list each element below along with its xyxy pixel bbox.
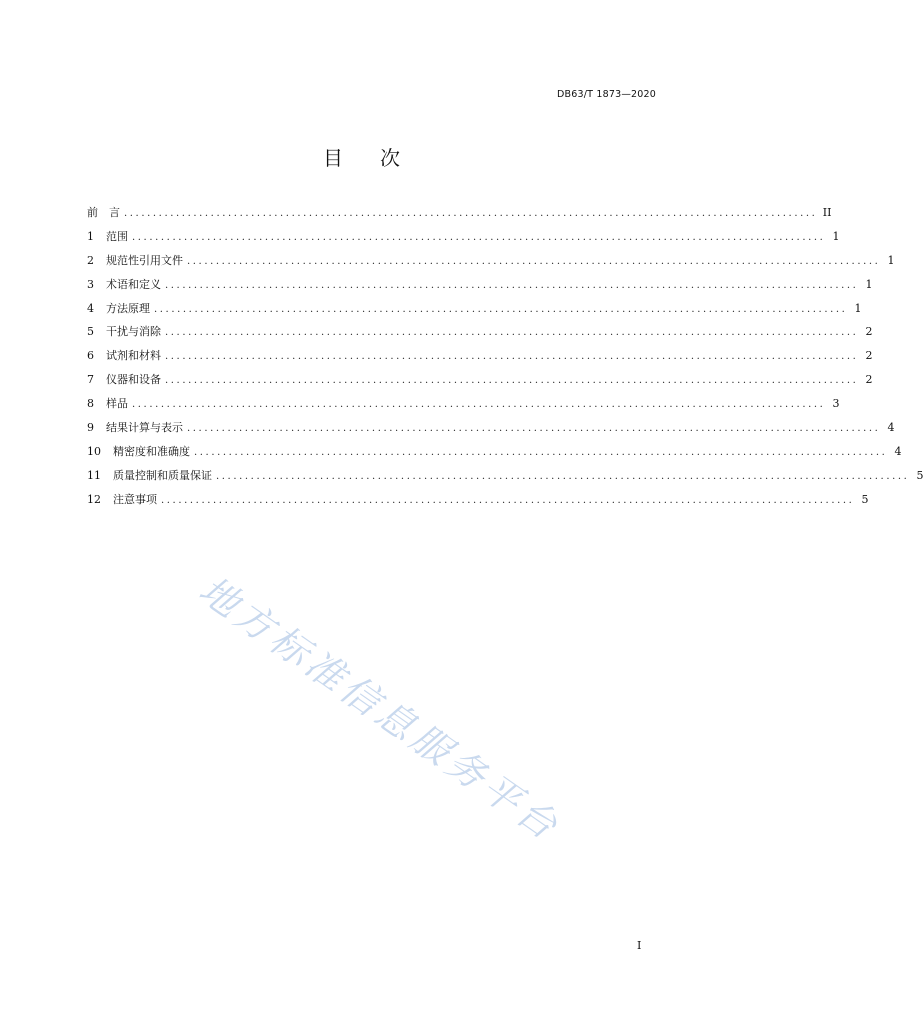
toc-entry-number: 11 bbox=[87, 468, 101, 482]
toc-entry-number: 9 bbox=[87, 421, 94, 435]
toc-leader-dots: ........................................................................................................................ bbox=[194, 446, 888, 458]
toc-entry-page: 2 bbox=[865, 349, 873, 363]
toc-leader-dots: ........................................................................................................................ bbox=[187, 423, 881, 435]
toc-entry[interactable] bbox=[87, 488, 869, 512]
toc-entry[interactable] bbox=[87, 249, 895, 273]
toc-entry-page: 4 bbox=[894, 444, 902, 458]
toc-title-right: 次 bbox=[380, 146, 401, 170]
toc-entry-number: 12 bbox=[87, 492, 101, 506]
toc-title bbox=[0, 142, 724, 171]
toc-leader-dots: ........................................................................................................................ bbox=[165, 327, 859, 339]
toc-title-left: 目 bbox=[323, 146, 344, 170]
toc-leader-dots: ........................................................................................................................ bbox=[165, 351, 859, 363]
toc-entry-page: 3 bbox=[832, 397, 840, 411]
document-code: DB63/T 1873—2020 bbox=[557, 89, 656, 100]
toc-entry-page: 2 bbox=[865, 325, 873, 339]
toc-leader-dots: ........................................................................................................................ bbox=[161, 494, 855, 506]
toc-entry-page: 1 bbox=[887, 253, 895, 267]
toc-leader-dots: ........................................................................................................................ bbox=[154, 303, 848, 315]
toc-leader-dots: ........................................................................................................................ bbox=[132, 231, 826, 243]
toc-entry[interactable] bbox=[87, 464, 923, 488]
toc-entry-number: 4 bbox=[87, 301, 94, 315]
toc-leader-dots: ........................................................................................................................ bbox=[132, 399, 826, 411]
toc-entry[interactable] bbox=[87, 440, 902, 464]
toc-leader-dots: ........................................................................................................................ bbox=[187, 255, 881, 267]
toc-entry[interactable] bbox=[87, 320, 873, 344]
toc-entry-label: 方法原理 bbox=[106, 301, 150, 315]
toc-entry-page: 4 bbox=[887, 421, 895, 435]
toc-entry[interactable] bbox=[87, 392, 840, 416]
toc-entry-label: 试剂和材料 bbox=[106, 349, 161, 363]
toc-leader-dots: ........................................................................................................................ bbox=[165, 375, 859, 387]
toc-entry-number: 10 bbox=[87, 444, 101, 458]
toc-entry-label: 注意事项 bbox=[113, 492, 157, 506]
toc-entry[interactable] bbox=[87, 273, 873, 297]
toc-entry-number: 2 bbox=[87, 253, 94, 267]
toc-entry-label: 精密度和准确度 bbox=[113, 444, 190, 458]
toc-entry-label: 前 言 bbox=[87, 206, 120, 219]
toc-entry[interactable] bbox=[87, 344, 873, 368]
toc-entry-label: 范围 bbox=[106, 229, 128, 243]
toc-leader-dots: ........................................................................................................................ bbox=[124, 208, 818, 219]
toc-entry[interactable] bbox=[87, 201, 832, 225]
toc-leader-dots: ........................................................................................................................ bbox=[165, 279, 859, 291]
toc-entry-page: 1 bbox=[854, 301, 862, 315]
toc-entry-page: 2 bbox=[865, 373, 873, 387]
toc-entry-label: 质量控制和质量保证 bbox=[113, 468, 212, 482]
toc-entry-label: 规范性引用文件 bbox=[106, 253, 183, 267]
toc-leader-dots: ........................................................................................................................ bbox=[216, 470, 910, 482]
toc-entry-number: 1 bbox=[87, 229, 94, 243]
toc-entry[interactable] bbox=[87, 416, 895, 440]
page-number: I bbox=[637, 939, 642, 952]
watermark: 地方标准信息服务平台 bbox=[191, 567, 569, 851]
toc-entry-label: 仪器和设备 bbox=[106, 373, 161, 387]
toc-entry[interactable] bbox=[87, 225, 840, 249]
toc-entry-page: 1 bbox=[832, 229, 840, 243]
toc-entry-label: 术语和定义 bbox=[106, 277, 161, 291]
table-of-contents bbox=[87, 201, 923, 512]
toc-entry-label: 样品 bbox=[106, 397, 128, 411]
toc-entry-page: 5 bbox=[861, 492, 869, 506]
toc-entry-number: 6 bbox=[87, 349, 94, 363]
toc-entry-page: 1 bbox=[865, 277, 873, 291]
toc-entry-number: 5 bbox=[87, 325, 94, 339]
toc-entry[interactable] bbox=[87, 368, 873, 392]
toc-entry-number: 3 bbox=[87, 277, 94, 291]
toc-entry-label: 结果计算与表示 bbox=[106, 421, 183, 435]
toc-entry-number: 7 bbox=[87, 373, 94, 387]
toc-entry-label: 干扰与消除 bbox=[106, 325, 161, 339]
toc-entry[interactable] bbox=[87, 297, 862, 321]
toc-entry-page: 5 bbox=[916, 468, 923, 482]
toc-entry-page: II bbox=[822, 206, 832, 219]
toc-entry-number: 8 bbox=[87, 397, 94, 411]
